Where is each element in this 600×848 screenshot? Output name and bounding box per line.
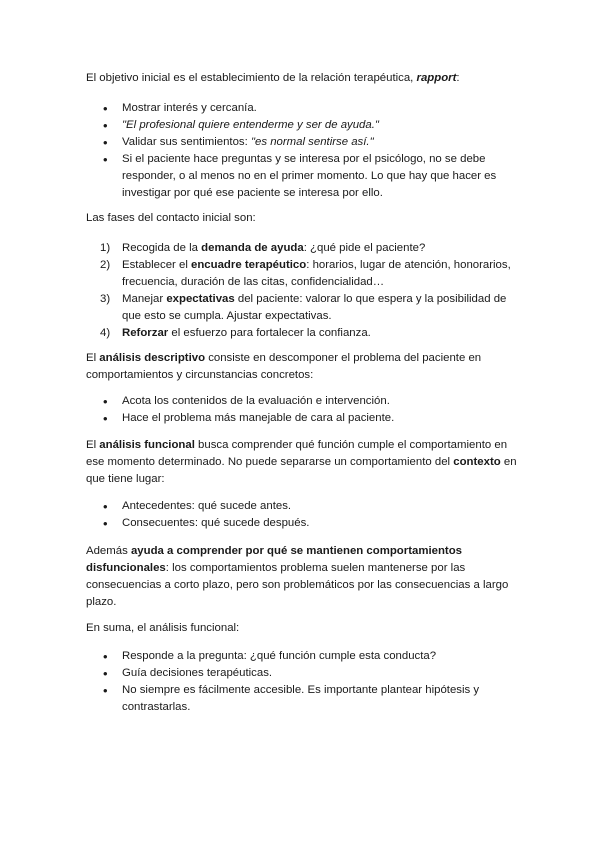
bullet-text: Responde a la pregunta: ¿qué función cumple esta conducta? [122,650,437,662]
list-item [86,393,526,410]
item-number: 1) [100,242,111,254]
para-pre: El [86,439,100,451]
bullet-text: Guía decisiones terapéuticas. [122,667,273,679]
para-term: contexto [453,456,501,468]
summary-heading: En suma, el análisis funcional: [86,622,240,634]
phase-pre: Manejar [122,293,167,305]
intro-text: El objetivo inicial es el establecimiento de la relación terapéutica, [86,72,417,84]
bullet-text: Antecedentes: qué sucede antes. [122,500,292,512]
list-item [86,325,526,342]
list-item [86,291,526,325]
bullet-text: Acota los contenidos de la evaluación e intervención. [122,395,390,407]
bullet-text: Consecuentes: qué sucede después. [122,517,310,529]
phase-term: expectativas [166,293,235,305]
para-pre: Además [86,545,131,557]
phases-list [86,240,526,342]
phase-term: demanda de ayuda [201,242,304,254]
item-number: 4) [100,327,111,339]
funcional-paragraph [86,437,526,488]
list-item [86,151,526,202]
bullet-text: Si el paciente hace preguntas y se interesa por el psicólogo, no se debe responder, o al menos no en el primer momento. Lo que hay que hacer es investigar por qué ese paciente se interesa por ello. [122,153,497,199]
list-item [86,240,526,257]
para-pre: El [86,352,100,364]
para-term: análisis funcional [99,439,195,451]
bullet-text: Hace el problema más manejable de cara al paciente. [122,412,395,424]
list-item [86,410,526,427]
funcional-bullet-list [86,498,526,532]
list-item [86,648,526,665]
phase-pre: Establecer el [122,259,192,271]
phase-post: el esfuerzo para fortalecer la confianza. [168,327,371,339]
bullet-text: Mostrar interés y cercanía. [122,102,257,114]
para-mid: busca comprender qué función cumple el comportamiento en ese momento determinado. No puede separarse un comportamiento del [86,439,508,468]
descriptivo-bullet-list [86,393,526,427]
ademas-paragraph [86,543,526,611]
phase-term: Reforzar [122,327,169,339]
bullet-quote: "El profesional quiere entenderme y ser de ayuda." [122,119,379,131]
descriptivo-paragraph [86,350,526,384]
phase-post: : ¿qué pide el paciente? [303,242,426,254]
summary-bullet-list [86,648,526,716]
list-item [86,117,526,134]
para-post: consiste en descomponer el problema del paciente en comportamientos y circunstancias concretos: [86,352,482,381]
para-term: ayuda a comprender por qué se mantienen comportamientos disfuncionales [86,545,462,574]
rapport-term: rapport [416,72,457,84]
para-post: en que tiene lugar: [86,456,517,485]
phases-heading: Las fases del contacto inicial son: [86,212,256,224]
list-item [86,682,526,716]
list-item [86,498,526,515]
list-item [86,100,526,117]
phase-post: : horarios, lugar de atención, honorarios, frecuencia, duración de las citas, confidencialidad… [122,259,511,288]
item-number: 3) [100,293,111,305]
list-item [86,665,526,682]
phase-pre: Recogida de la [122,242,202,254]
item-number: 2) [100,259,111,271]
phase-term: encuadre terapéutico [191,259,307,271]
intro-bullet-list [86,100,526,202]
para-term: análisis descriptivo [99,352,206,364]
list-item [86,134,526,151]
list-item [86,515,526,532]
bullet-text: Validar sus sentimientos: [122,136,251,148]
intro-paragraph [86,70,526,87]
bullet-text: No siempre es fácilmente accesible. Es importante plantear hipótesis y contrastarlas. [122,684,480,713]
intro-end: : [456,72,460,84]
validar-quote: "es normal sentirse así." [250,136,374,148]
list-item [86,257,526,291]
para-post: : los comportamientos problema suelen mantenerse por las consecuencias a corto plazo, pero son problemáticos por las consecuencias a largo plazo. [86,562,509,608]
phase-post: del paciente: valorar lo que espera y la posibilidad de que esto se cumpla. Ajustar expectativas. [122,293,507,322]
